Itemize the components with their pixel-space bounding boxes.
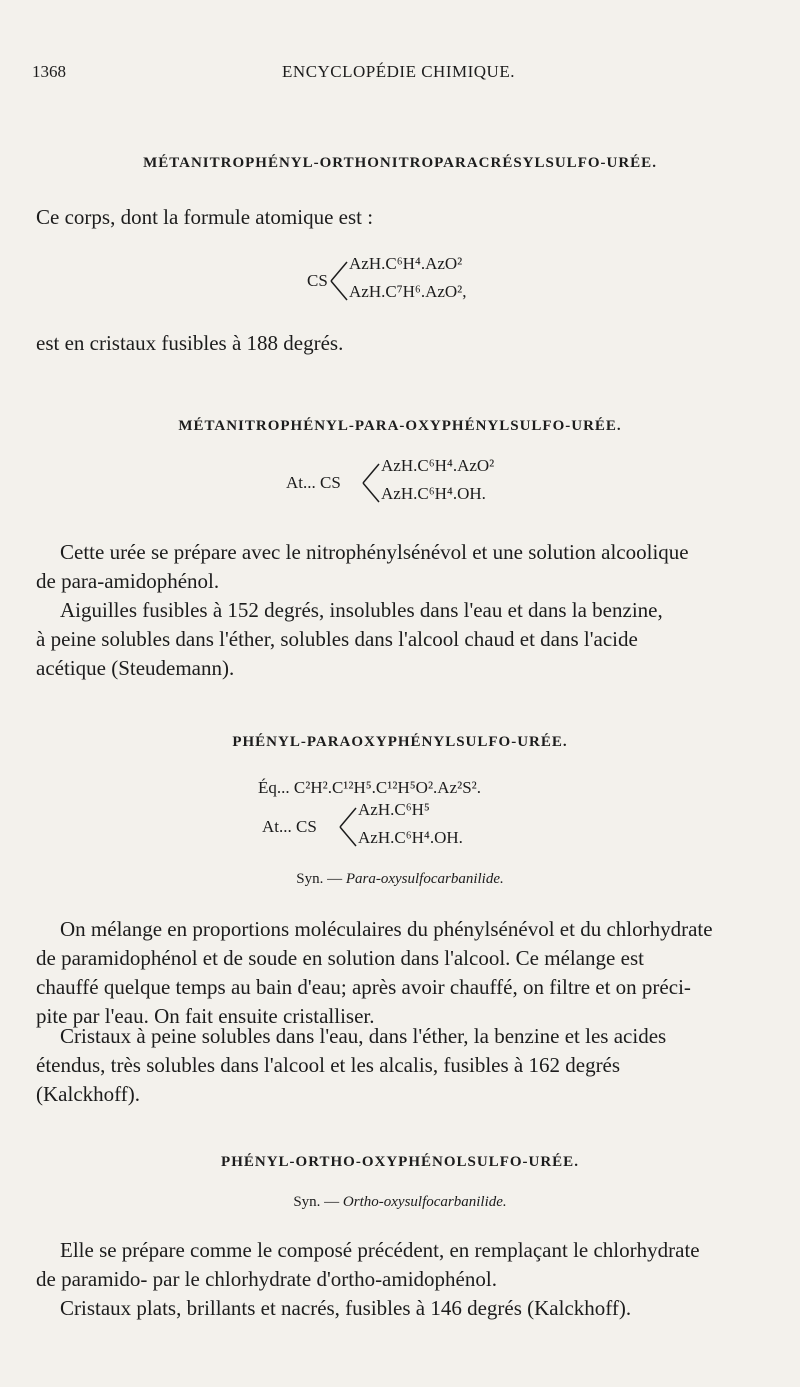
text-line: acétique (Steudemann). (36, 656, 235, 680)
s2-formula-line-1: AzH.C⁶H⁴.AzO² (381, 456, 495, 475)
section-title-2: MÉTANITROPHÉNYL-PARA-OXYPHÉNYLSULFO-URÉE. (178, 418, 622, 434)
s1-intro: Ce corps, dont la formule atomique est : (36, 205, 374, 229)
s3-at-cs: At... CS (262, 817, 317, 836)
text-line: de paramidophénol et de soude en solution dans l'alcool. Ce mélange est (36, 946, 644, 970)
s1-formula-line-1: AzH.C⁶H⁴.AzO² (349, 254, 463, 273)
s3-eq-line: Éq... C²H².C¹²H⁵.C¹²H⁵O².Az²S². (258, 778, 482, 797)
text-line: de paramido- par le chlorhydrate d'ortho-amidophénol. (36, 1267, 497, 1291)
s2-formula (286, 456, 566, 512)
s4-synonym (0, 1194, 800, 1211)
s2-brace-icon (362, 461, 382, 505)
s3-equivalent (258, 778, 578, 798)
section-title-4: PHÉNYL-ORTHO-OXYPHÉNOLSULFO-URÉE. (221, 1154, 579, 1170)
syn-name: Para-oxysulfocarbanilide. (345, 871, 504, 887)
syn-name: Ortho-oxysulfocarbanilide. (342, 1194, 507, 1210)
s2-paragraph-2 (36, 596, 766, 683)
s3-brace-icon (339, 805, 359, 849)
s2-paragraph-1 (36, 538, 766, 596)
s3-paragraph-2 (36, 1022, 766, 1109)
text-line: Cette urée se prépare avec le nitrophénylsénévol et une solution alcoolique (60, 540, 689, 564)
text-line: (Kalckhoff). (36, 1082, 140, 1106)
s3-synonym (0, 871, 800, 888)
text-line: Cristaux plats, brillants et nacrés, fusibles à 146 degrés (Kalckhoff). (60, 1296, 632, 1320)
s1-cs: CS (307, 271, 328, 290)
s3-paragraph-1 (36, 915, 766, 1031)
s2-at-cs: At... CS (286, 473, 341, 492)
s1-formula (307, 254, 567, 310)
s1-formula-line-2: AzH.C⁷H⁶.AzO², (349, 282, 467, 301)
running-title: ENCYCLOPÉDIE CHIMIQUE. (282, 62, 515, 81)
text-line: à peine solubles dans l'éther, solubles dans l'alcool chaud et dans l'acide (36, 627, 638, 651)
text-line: Elle se prépare comme le composé précédent, en remplaçant le chlorhydrate (60, 1238, 700, 1262)
section-title-3: PHÉNYL-PARAOXYPHÉNYLSULFO-URÉE. (232, 734, 568, 750)
page-number: 1368 (32, 62, 66, 81)
s4-paragraph-1 (36, 1236, 766, 1294)
syn-label: Syn. — (296, 871, 343, 887)
text-line: chauffé quelque temps au bain d'eau; après avoir chauffé, on filtre et on préci- (36, 975, 691, 999)
section-title-1: MÉTANITROPHÉNYL-ORTHONITROPARACRÉSYLSULFO-URÉE. (143, 155, 657, 171)
s1-text: est en cristaux fusibles à 188 degrés. (36, 331, 344, 355)
text-line: étendus, très solubles dans l'alcool et les alcalis, fusibles à 162 degrés (36, 1053, 621, 1077)
text-line: Aiguilles fusibles à 152 degrés, insolubles dans l'eau et dans la benzine, (60, 598, 663, 622)
s3-formula (262, 800, 522, 856)
s1-brace-icon (330, 259, 350, 303)
text-line: de para-amidophénol. (36, 569, 220, 593)
text-line: On mélange en proportions moléculaires du phénylsénévol et du chlorhydrate (60, 917, 713, 941)
s4-paragraph-2 (36, 1294, 766, 1323)
page-header (32, 62, 765, 86)
s3-formula-line-1: AzH.C⁶H⁵ (358, 800, 430, 819)
s3-formula-line-2: AzH.C⁶H⁴.OH. (358, 828, 463, 847)
syn-label: Syn. — (293, 1194, 340, 1210)
text-line: pite par l'eau. On fait ensuite cristalliser. (36, 1004, 375, 1028)
s2-formula-line-2: AzH.C⁶H⁴.OH. (381, 484, 486, 503)
text-line: Cristaux à peine solubles dans l'eau, dans l'éther, la benzine et les acides (60, 1024, 667, 1048)
